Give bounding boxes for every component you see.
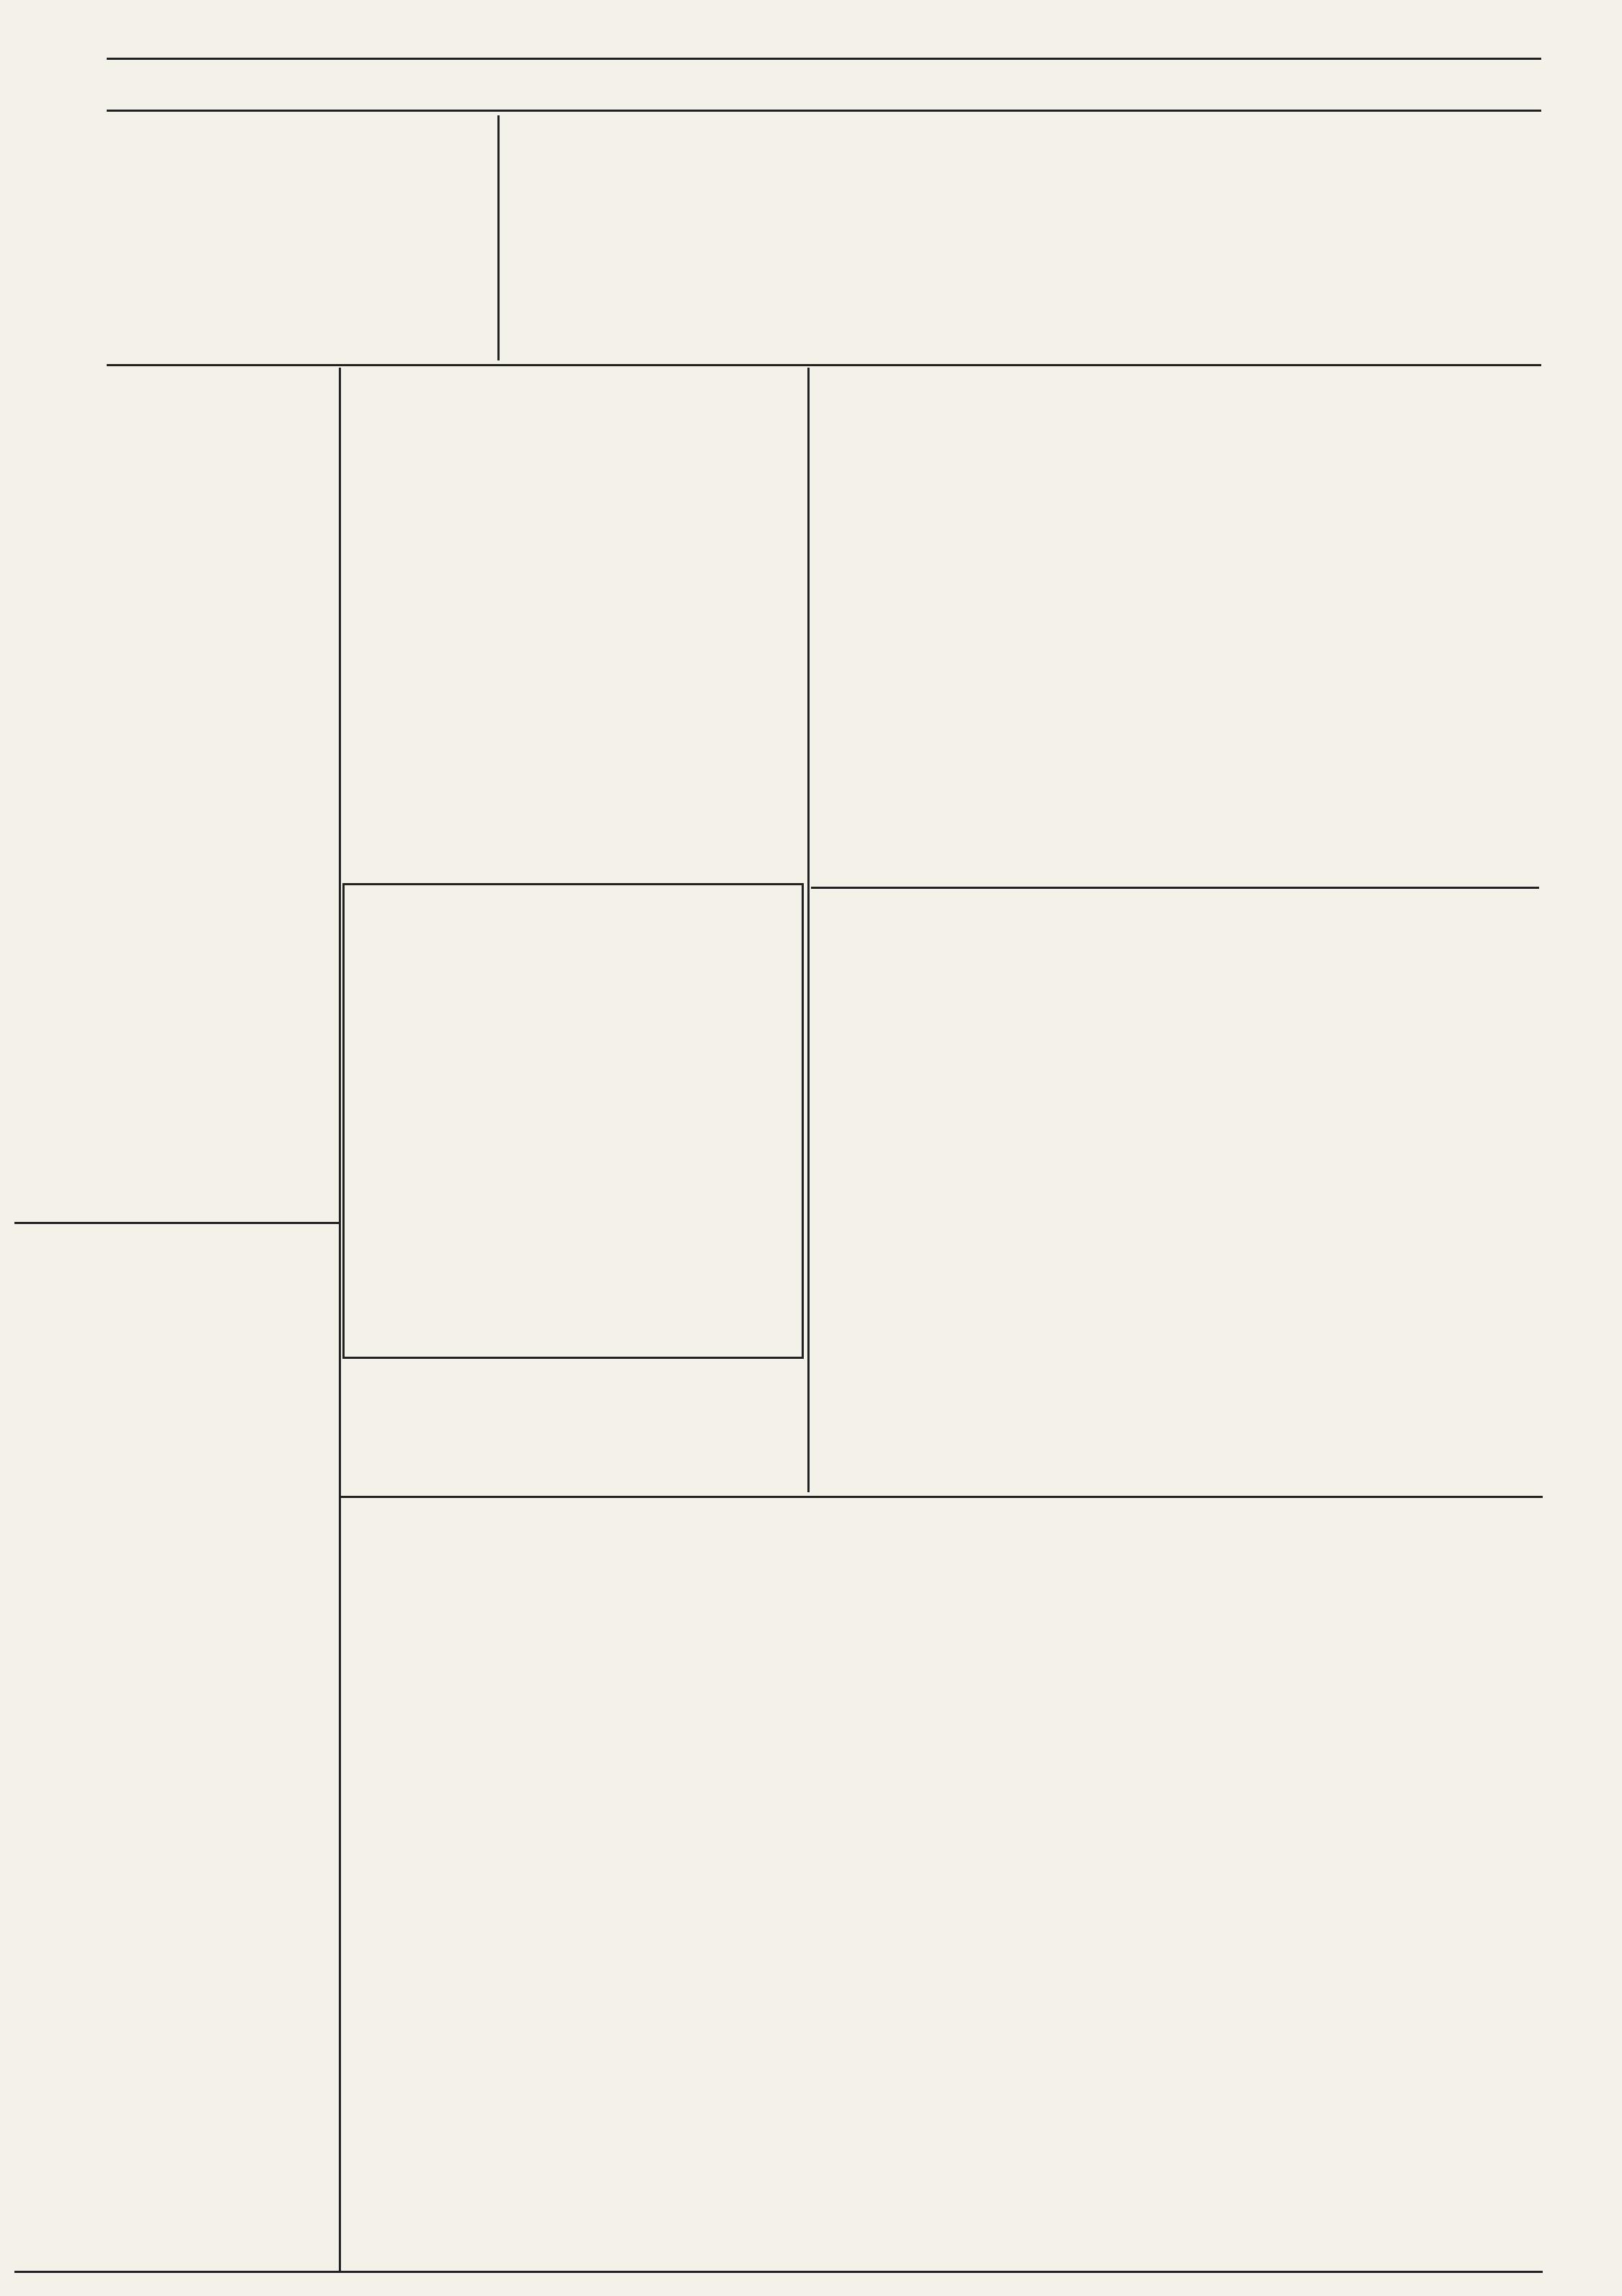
zahui-subtitle xyxy=(1254,519,1298,757)
market-items xyxy=(373,900,734,1332)
zahui-text xyxy=(815,375,1247,822)
toys-title xyxy=(764,375,800,577)
price-list xyxy=(249,123,487,360)
phone-numbers xyxy=(159,123,245,339)
trivia-text xyxy=(1081,894,1197,1197)
insurance-text xyxy=(108,865,187,1211)
market-title xyxy=(748,900,792,1174)
trivia-title xyxy=(1204,894,1240,1038)
dongnan-text xyxy=(14,1045,43,1211)
toys-text xyxy=(490,375,757,872)
resource-tag xyxy=(296,1233,324,1377)
resource-text xyxy=(180,1903,209,2249)
hotel-ad-notes xyxy=(505,123,663,360)
herb-text xyxy=(29,1773,173,2249)
market-box xyxy=(342,883,804,1359)
toys-text-continued xyxy=(360,375,483,872)
insurance-tag xyxy=(303,375,332,634)
